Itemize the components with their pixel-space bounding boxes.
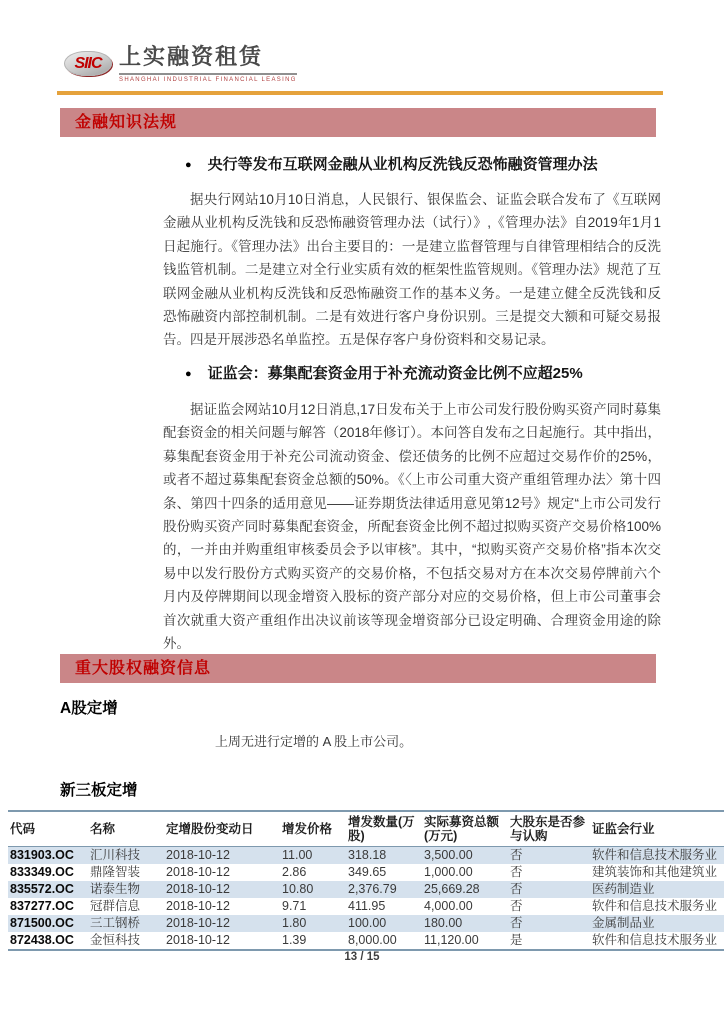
table-cell: 349.65 xyxy=(348,865,387,879)
table-cell: 10.80 xyxy=(282,882,314,896)
table-cell: 2,376.79 xyxy=(348,882,397,896)
table-header-cell: 代码 xyxy=(8,811,88,847)
table-header-cell: 大股东是否参与认购 xyxy=(508,811,590,847)
table-cell: 是 xyxy=(508,932,590,950)
section-banner-regulations: 金融知识法规 xyxy=(60,108,656,137)
neeq-table xyxy=(8,810,724,951)
table-cell: 3,500.00 xyxy=(424,848,473,862)
table-cell: 2018-10-12 xyxy=(166,848,230,862)
table-cell: 8,000.00 xyxy=(346,932,422,950)
table-header xyxy=(8,811,724,847)
news-heading-text: 证监会：募集配套资金用于补充流动资金比例不应超25% xyxy=(207,365,583,382)
table-header-cell: 实际募资总额(万元) xyxy=(422,811,508,847)
table-cell: 318.18 xyxy=(348,848,387,862)
table-cell: 1.39 xyxy=(280,932,346,950)
gold-divider xyxy=(57,91,663,95)
table-header-cell: 名称 xyxy=(88,811,164,847)
table-row xyxy=(8,915,724,932)
table-cell: 否 xyxy=(510,899,523,913)
table-cell: 411.95 xyxy=(348,899,386,913)
table-header-cell: 增发价格 xyxy=(280,811,346,847)
bullet-icon: ● xyxy=(185,159,192,171)
table-cell: 2.86 xyxy=(282,865,307,879)
table-cell: 835572.OC xyxy=(10,882,74,896)
table-cell: 25,669.28 xyxy=(424,882,480,896)
heading-neeq: 新三板定增 xyxy=(60,782,138,799)
table-cell: 诺泰生物 xyxy=(90,882,141,896)
table-cell: 冠群信息 xyxy=(90,899,141,913)
a-share-note: 上周无进行定增的 A 股上市公司。 xyxy=(215,734,413,749)
news-body-1: 据央行网站10月10日消息，人民银行、银保监会、证监会联合发布了《互联网金融从业机构反洗钱和反恐怖融资管理办法（试行）》,《管理办法》自2019年1月1日起施行。《管理办法》出台主要目的：一是建立监督管理与自律管理相结合的反洗钱监管机制。二是建立对全行业实质有效的框架性监管规则。《管理办法》规范了互联网金融从业机构反洗钱和反恐怖融资工作的基本义务。一是建立健全反洗钱和反恐怖融资内部控制机制。二是有效进行客户身份识别。三是提交大额和可疑交易报告。四是开展涉恐名单监控。五是保存客户身份资料和交易记录。 xyxy=(163,192,661,348)
table-cell: 否 xyxy=(510,848,523,862)
table-body xyxy=(8,847,724,951)
table-header-row xyxy=(8,811,724,847)
table-cell: 1,000.00 xyxy=(424,865,473,879)
table-cell: 软件和信息技术服务业 xyxy=(592,848,718,862)
table-cell: 汇川科技 xyxy=(90,848,141,862)
table-cell: 建筑装饰和其他建筑业 xyxy=(592,865,718,879)
table-cell: 831903.OC xyxy=(10,848,74,862)
table-row xyxy=(8,898,724,915)
table-header-cell: 证监会行业 xyxy=(590,811,724,847)
table-cell: 4,000.00 xyxy=(424,899,473,913)
table-header-cell: 增发数量(万股) xyxy=(346,811,422,847)
table-cell: 否 xyxy=(510,882,523,896)
table-cell: 871500.OC xyxy=(10,916,74,930)
news-heading-text: 央行等发布互联网金融从业机构反洗钱反恐怖融资管理办法 xyxy=(207,156,598,173)
table-cell: 医药制造业 xyxy=(592,882,655,896)
table-cell: 837277.OC xyxy=(10,899,74,913)
table-cell: 833349.OC xyxy=(10,865,74,879)
brand-subtitle: SHANGHAI INDUSTRIAL FINANCIAL LEASING xyxy=(119,77,297,83)
table-cell: 软件和信息技术服务业 xyxy=(590,932,724,950)
table-cell: 100.00 xyxy=(348,916,387,930)
brand-logo xyxy=(64,44,297,83)
table-cell: 11,120.00 xyxy=(422,932,508,950)
brand-text xyxy=(119,44,297,83)
table-cell: 软件和信息技术服务业 xyxy=(592,899,718,913)
table-cell: 鼎隆智装 xyxy=(90,865,141,879)
table-row xyxy=(8,847,724,865)
table-cell: 9.71 xyxy=(282,899,307,913)
section-banner-equity: 重大股权融资信息 xyxy=(60,654,656,683)
page-number: 13 / 15 xyxy=(344,951,380,963)
siic-logo-icon: SIIC xyxy=(64,51,112,76)
table-cell: 金属制品业 xyxy=(592,916,655,930)
table-cell: 2018-10-12 xyxy=(166,899,230,913)
table-cell: 三工钢桥 xyxy=(90,916,141,930)
brand-title: 上实融资租赁 xyxy=(119,44,297,75)
table-cell: 11.00 xyxy=(282,848,313,862)
table-cell: 872438.OC xyxy=(8,932,88,950)
bullet-icon: ● xyxy=(185,368,192,380)
table-header-cell: 定增股份变动日 xyxy=(164,811,280,847)
table-cell: 2018-10-12 xyxy=(164,932,280,950)
table-cell: 2018-10-12 xyxy=(166,882,230,896)
table-row xyxy=(8,864,724,881)
table-cell: 否 xyxy=(510,916,523,930)
table-cell: 金恒科技 xyxy=(88,932,164,950)
table-cell: 2018-10-12 xyxy=(166,865,230,879)
news-heading-1 xyxy=(185,156,660,175)
table-cell: 180.00 xyxy=(424,916,463,930)
table-row xyxy=(8,881,724,898)
news-body-2: 据证监会网站10月12日消息,17日发布关于上市公司发行股份购买资产同时募集配套资金的相关问题与解答（2018年修订）。本问答自发布之日起施行。其中指出，募集配套资金用于补充公司流动资金、偿还债务的比例不应超过交易作价的25%，或者不超过募集配套资金总额的50%。《〈上市公司重大资产重组管理办法〉第十四条、第四十四条的适用意见——证券期货法律适用意见第12号》规定“上市公司发行股份购买资产同时募集配套资金，所配套资金比例不超过拟购买资产交易价格100%的，一并由并购重组审核委员会予以审核”。其中，“拟购买资产交易价格”指本次交易中以发行股份方式购买资产的交易价格，不包括交易对方在本次交易停牌前六个月内及停牌期间以现金增资入股标的资产部分对应的交易价格，但上市公司董事会首次就重大资产重组作出决议前该等现金增资部分已设定明确、合理资金用途的除外。 xyxy=(163,402,661,652)
table-cell: 1.80 xyxy=(282,916,307,930)
heading-a-share: A股定增 xyxy=(60,700,118,717)
table-cell: 否 xyxy=(510,865,523,879)
table-cell: 2018-10-12 xyxy=(166,916,230,930)
table-row xyxy=(8,932,724,950)
news-heading-2 xyxy=(185,365,660,384)
